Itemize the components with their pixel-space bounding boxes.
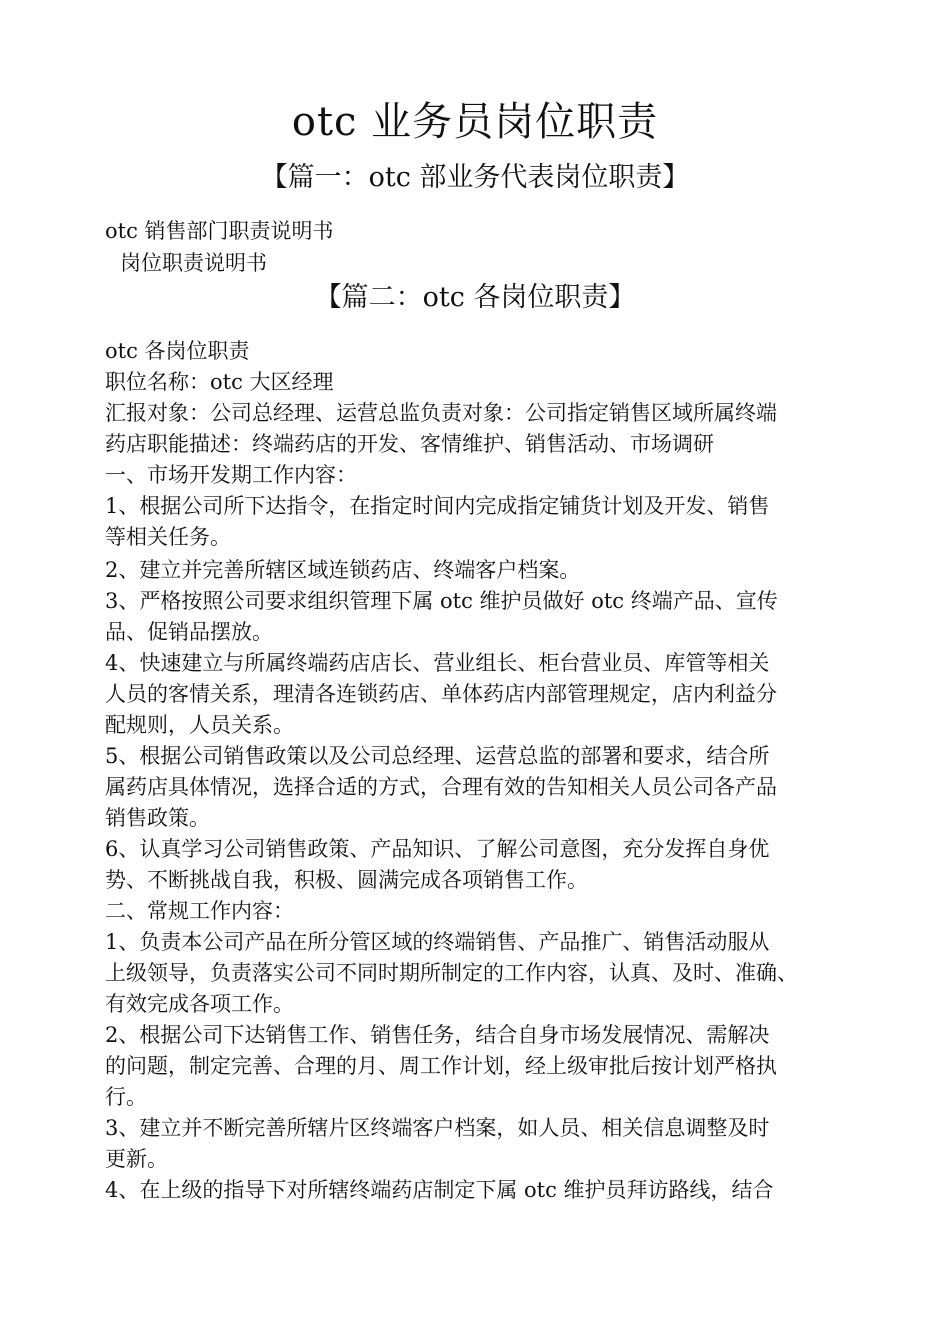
body-line: 配规则，人员关系。 (105, 713, 294, 737)
body-line: 行。 (105, 1085, 147, 1109)
body-line: 3、建立并不断完善所辖片区终端客户档案，如人员、相关信息调整及时 (105, 1116, 770, 1140)
body-line: otc 各岗位职责 (105, 339, 250, 363)
body-line: 1、根据公司所下达指令，在指定时间内完成指定铺货计划及开发、销售 (105, 494, 770, 518)
body-line: 一、市场开发期工作内容： (105, 463, 357, 487)
body-line: 的问题，制定完善、合理的月、周工作计划，经上级审批后按计划严格执 (105, 1054, 777, 1078)
section-1-heading: 【篇一：otc 部业务代表岗位职责】 (260, 162, 690, 193)
body-line: 等相关任务。 (105, 525, 231, 549)
body-line: 二、常规工作内容： (105, 899, 294, 923)
body-line: 人员的客情关系，理清各连锁药店、单体药店内部管理规定，店内利益分 (105, 682, 777, 706)
body-line: 势、不断挑战自我，积极、圆满完成各项销售工作。 (105, 868, 588, 892)
body-line: 更新。 (105, 1147, 168, 1171)
section-1-line: 岗位职责说明书 (120, 251, 267, 275)
body-line: 销售政策。 (105, 806, 210, 830)
body-line: 6、认真学习公司销售政策、产品知识、了解公司意图，充分发挥自身优 (105, 837, 770, 861)
section-2-heading: 【篇二：otc 各岗位职责】 (314, 282, 636, 313)
body-line: 上级领导，负责落实公司不同时期所制定的工作内容，认真、及时、准确、 (105, 961, 798, 985)
body-line: 属药店具体情况，选择合适的方式，合理有效的告知相关人员公司各产品 (105, 775, 777, 799)
body-line: 药店职能描述：终端药店的开发、客情维护、销售活动、市场调研 (105, 432, 714, 456)
body-line: 1、负责本公司产品在所分管区域的终端销售、产品推广、销售活动服从 (105, 930, 770, 954)
body-line: 5、根据公司销售政策以及公司总经理、运营总监的部署和要求，结合所 (105, 744, 770, 768)
body-line: 职位名称：otc 大区经理 (105, 370, 334, 394)
document-title: otc 业务员岗位职责 (291, 99, 659, 145)
body-line: 有效完成各项工作。 (105, 992, 294, 1016)
body-line: 2、根据公司下达销售工作、销售任务，结合自身市场发展情况、需解决 (105, 1023, 770, 1047)
body-line: 4、在上级的指导下对所辖终端药店制定下属 otc 维护员拜访路线，结合 (105, 1178, 774, 1202)
section-1-line: otc 销售部门职责说明书 (105, 219, 334, 243)
body-line: 品、促销品摆放。 (105, 620, 273, 644)
body-line: 4、快速建立与所属终端药店店长、营业组长、柜台营业员、库管等相关 (105, 651, 770, 675)
body-line: 3、严格按照公司要求组织管理下属 otc 维护员做好 otc 终端产品、宣传 (105, 589, 778, 613)
body-line: 汇报对象：公司总经理、运营总监负责对象：公司指定销售区域所属终端 (105, 401, 777, 425)
body-line: 2、建立并完善所辖区域连锁药店、终端客户档案。 (105, 558, 581, 582)
